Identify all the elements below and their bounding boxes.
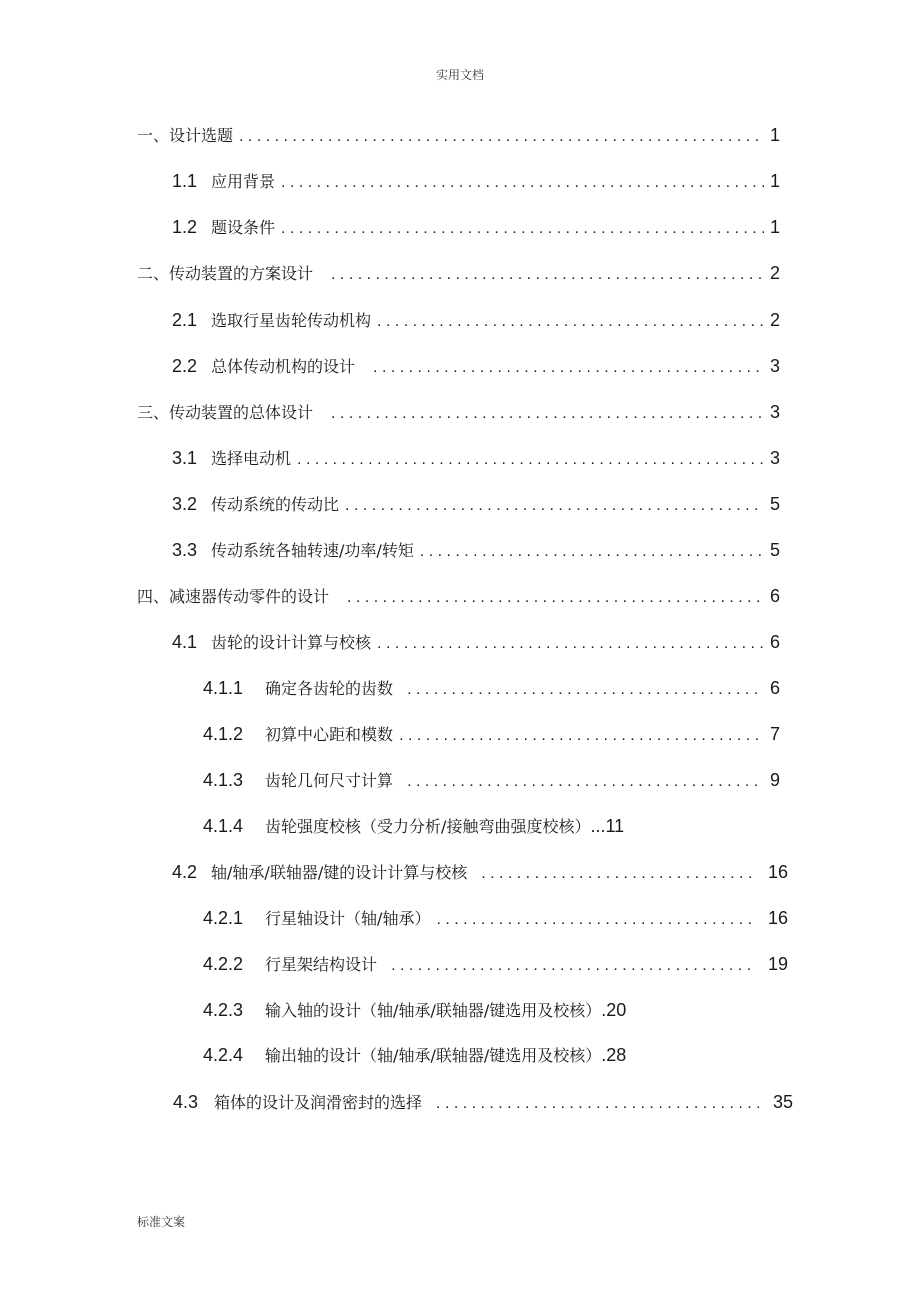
- toc-title: 初算中心距和模数: [265, 725, 394, 744]
- toc-page: 6: [770, 632, 781, 652]
- toc-title: 齿轮的设计计算与校核: [211, 633, 372, 652]
- toc-entry-3[interactable]: [137, 400, 780, 424]
- toc-page: 3: [770, 448, 781, 468]
- toc-page: 1: [770, 125, 781, 145]
- dot-leader: [481, 862, 754, 886]
- toc-number: 3.3: [172, 540, 198, 560]
- toc-entry-2-1[interactable]: [172, 308, 780, 332]
- dot-leader: [281, 217, 764, 241]
- toc-entry-4-2-1[interactable]: [203, 906, 789, 930]
- toc-page: .20: [601, 1000, 627, 1020]
- toc-title: 传动系统的传动比: [211, 495, 340, 514]
- dot-leader: [345, 494, 764, 518]
- toc-page: 6: [770, 678, 781, 698]
- toc-number: 4.2.3: [203, 1000, 244, 1020]
- toc-page: 7: [770, 724, 781, 744]
- toc-number: 3.2: [172, 494, 198, 514]
- dot-leader: [420, 540, 764, 564]
- toc-title: 输入轴的设计（轴/轴承/联轴器/键选用及校核）: [265, 1001, 602, 1020]
- dot-leader: [436, 908, 754, 932]
- toc-entry-4-1-4[interactable]: [203, 814, 624, 838]
- toc-entry-4-2[interactable]: [172, 860, 789, 884]
- dot-leader: [239, 125, 764, 149]
- toc-page: 1: [770, 217, 781, 237]
- toc-page: 5: [770, 540, 781, 560]
- toc-page: 35: [773, 1092, 794, 1112]
- toc-page: 1: [770, 171, 781, 191]
- dot-leader: [331, 402, 764, 426]
- dot-leader: [399, 724, 764, 748]
- dot-leader: [407, 678, 764, 702]
- toc-title: 选取行星齿轮传动机构: [211, 311, 372, 330]
- toc-title: 应用背景: [211, 172, 276, 191]
- toc-number: 4.1.1: [203, 678, 244, 698]
- page-footer: 标准文案: [137, 1215, 186, 1229]
- toc-number: 四、: [137, 587, 170, 606]
- toc-title: 设计选题: [169, 126, 234, 145]
- toc-entry-4-1[interactable]: [172, 630, 780, 654]
- dot-leader: [347, 586, 764, 610]
- toc-page: .28: [601, 1045, 627, 1065]
- dot-leader: [281, 171, 764, 195]
- toc-number: 3.1: [172, 448, 198, 468]
- toc-page: ...11: [590, 816, 625, 836]
- toc-title: 传动系统各轴转速/功率/转矩: [211, 541, 414, 560]
- toc-page: 5: [770, 494, 781, 514]
- toc-entry-4[interactable]: [137, 584, 780, 608]
- toc-title: 传动装置的方案设计: [169, 264, 314, 283]
- dot-leader: [436, 1092, 759, 1116]
- toc-page: 3: [770, 402, 781, 422]
- toc-entry-4-2-4[interactable]: [203, 1043, 626, 1067]
- toc-number: 一、: [137, 126, 170, 145]
- dot-leader: [391, 954, 754, 978]
- dot-leader: [331, 263, 764, 287]
- toc-title: 选择电动机: [211, 449, 292, 468]
- toc-page: 16: [768, 862, 789, 882]
- toc-number: 4.1: [172, 632, 198, 652]
- page-header: 实用文档: [435, 68, 484, 82]
- toc-page: 2: [770, 310, 781, 330]
- toc-number: 1.2: [172, 217, 198, 237]
- toc-title: 轴/轴承/联轴器/键的设计计算与校核: [211, 863, 468, 882]
- toc-entry-1-1[interactable]: [172, 169, 780, 193]
- toc-number: 三、: [137, 403, 170, 422]
- toc-title: 行星轴设计（轴/轴承）: [265, 909, 431, 928]
- toc-number: 4.1.2: [203, 724, 244, 744]
- toc-page: 6: [770, 586, 781, 606]
- toc-title: 确定各齿轮的齿数: [265, 679, 394, 698]
- dot-leader: [373, 356, 764, 380]
- toc-entry-4-2-3[interactable]: [203, 998, 626, 1022]
- toc-title: 输出轴的设计（轴/轴承/联轴器/键选用及校核）: [265, 1046, 602, 1065]
- toc-page: 19: [768, 954, 789, 974]
- toc-entry-4-2-2[interactable]: [203, 952, 789, 976]
- toc-title: 传动装置的总体设计: [169, 403, 314, 422]
- toc-entry-3-1[interactable]: [172, 446, 780, 470]
- toc-entry-1[interactable]: [137, 123, 780, 147]
- toc-page: 2: [770, 263, 781, 283]
- toc-entry-2[interactable]: [137, 261, 780, 285]
- toc-title: 总体传动机构的设计: [211, 357, 356, 376]
- toc-number: 4.1.4: [203, 816, 244, 836]
- toc-title: 题设条件: [211, 218, 276, 237]
- toc-entry-4-3[interactable]: [173, 1090, 794, 1114]
- dot-leader: [377, 310, 764, 334]
- toc-page: 9: [770, 770, 781, 790]
- toc-page: 3: [770, 356, 781, 376]
- toc-page: 16: [768, 908, 789, 928]
- dot-leader: [297, 448, 764, 472]
- toc-number: 1.1: [172, 171, 198, 191]
- toc-title: 齿轮强度校核（受力分析/接触弯曲强度校核）: [265, 817, 591, 836]
- toc-entry-3-3[interactable]: [172, 538, 780, 562]
- toc-entry-3-2[interactable]: [172, 492, 780, 516]
- toc-number: 2.2: [172, 356, 198, 376]
- toc-number: 4.2.2: [203, 954, 244, 974]
- toc-number: 4.2: [172, 862, 198, 882]
- toc-number: 二、: [137, 264, 170, 283]
- dot-leader: [377, 632, 764, 656]
- toc-entry-4-1-2[interactable]: [203, 722, 780, 746]
- dot-leader: [407, 770, 764, 794]
- toc-title: 箱体的设计及润滑密封的选择: [214, 1093, 423, 1112]
- toc-entry-4-1-3[interactable]: [203, 768, 780, 792]
- toc-number: 4.2.1: [203, 908, 244, 928]
- toc-number: 2.1: [172, 310, 198, 330]
- toc-number: 4.1.3: [203, 770, 244, 790]
- toc-title: 减速器传动零件的设计: [169, 587, 330, 606]
- toc-number: 4.2.4: [203, 1045, 244, 1065]
- toc-entry-2-2[interactable]: [172, 354, 780, 378]
- toc-title: 齿轮几何尺寸计算: [265, 771, 394, 790]
- toc-number: 4.3: [173, 1092, 199, 1112]
- toc-title: 行星架结构设计: [265, 955, 378, 974]
- toc-entry-4-1-1[interactable]: [203, 676, 780, 700]
- toc-entry-1-2[interactable]: [172, 215, 780, 239]
